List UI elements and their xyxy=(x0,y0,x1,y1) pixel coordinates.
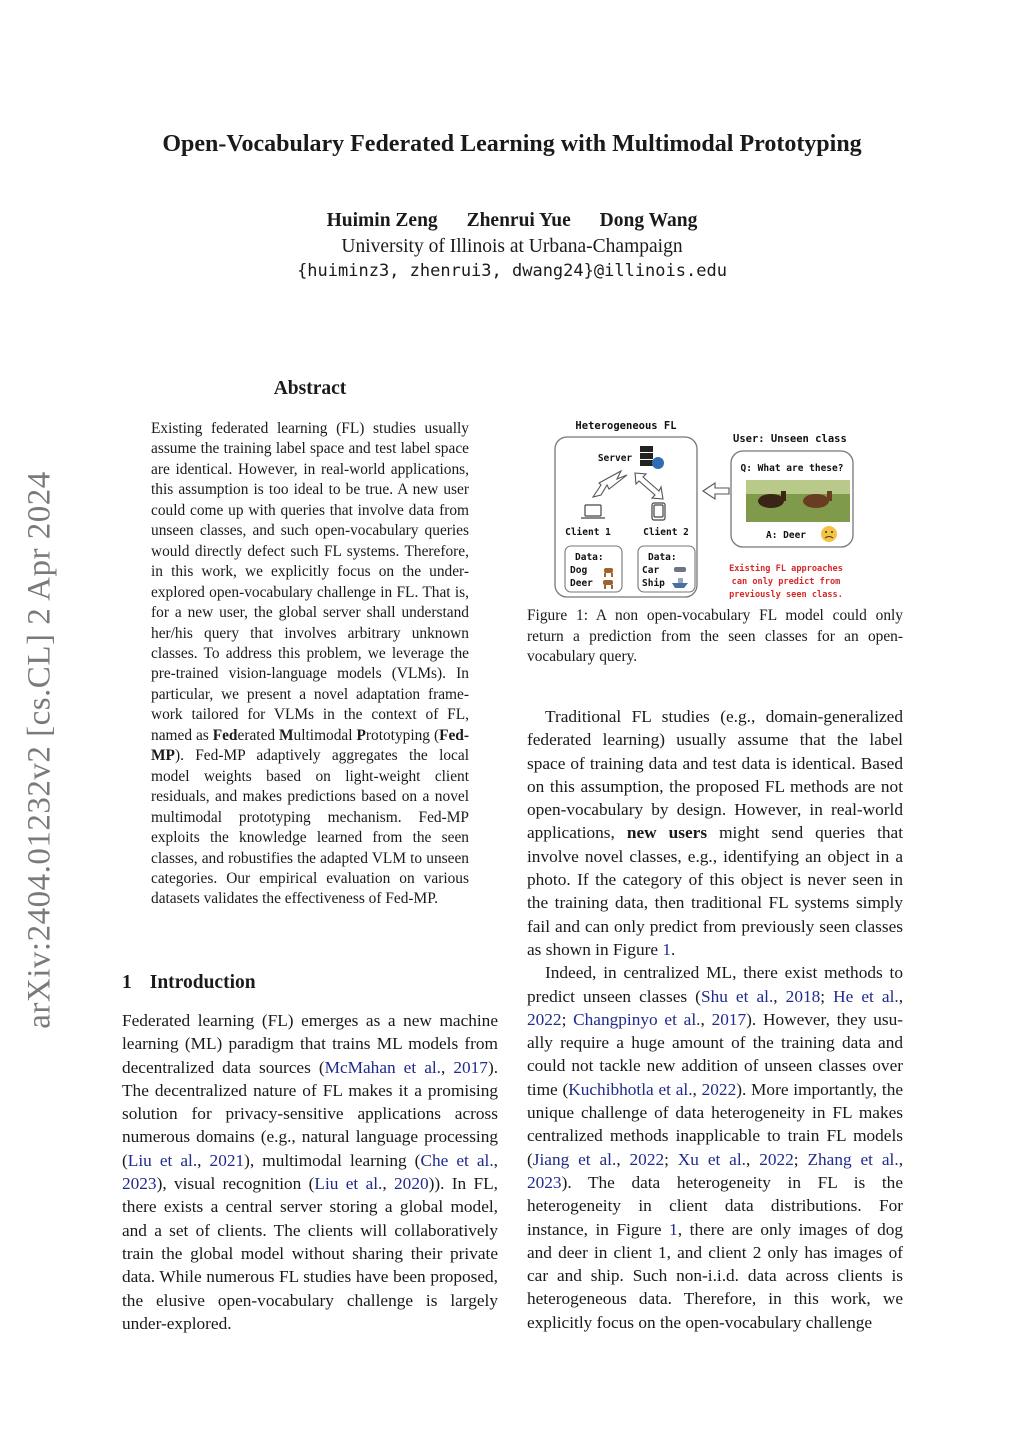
fig-client1-label: Client 1 xyxy=(565,527,611,538)
text: , there are only images of dog and deer in client 1, and client 2 only has images of car and ship. Such non-i.i.d. data across clients is heterogeneous data. Therefore, in this work, we explicitly focus on the open-vocabulary challenge xyxy=(527,1219,903,1332)
citation-link[interactable]: Che et al. xyxy=(420,1150,494,1170)
text: Federated learning (FL) emerges as a new machine learning (ML) paradigm that trains ML models from decentralized data sources ( xyxy=(122,1011,498,1077)
name-text: ( xyxy=(430,726,440,744)
fig-user-title: User: Unseen class xyxy=(733,433,847,445)
citation-link[interactable]: Shu et al. xyxy=(700,986,774,1006)
paper-title: Open-Vocabulary Federated Learning with Multimodal Prototyping xyxy=(162,131,862,157)
text: , xyxy=(898,986,904,1006)
abstract-body xyxy=(151,419,469,910)
text: Indeed, in centralized ML, there exist methods to predict unseen classes ( xyxy=(527,963,903,1006)
text: ), multimodal learning ( xyxy=(244,1150,421,1170)
paragraph xyxy=(527,705,903,961)
fig-question: Q: What are these? xyxy=(740,463,844,474)
sad-face-icon xyxy=(821,526,837,542)
citation-link[interactable]: 2017 xyxy=(453,1057,488,1077)
text: ; xyxy=(820,986,834,1006)
text: , xyxy=(493,1150,498,1170)
citation-link[interactable]: Jiang et al. xyxy=(532,1149,617,1169)
text: , xyxy=(898,1149,904,1169)
text: ). However, they usually require a huge amount of the training data and could not tackle new addition of unseen classes over time ( xyxy=(527,1009,904,1099)
text: ; xyxy=(793,1149,808,1169)
text: , xyxy=(197,1150,210,1170)
citation-link[interactable]: Zhang et al. xyxy=(807,1149,899,1169)
text: , xyxy=(692,1079,702,1099)
affiliation: University of Illinois at Urbana-Champaign xyxy=(341,236,683,257)
citation-link[interactable]: Xu et al. xyxy=(677,1149,746,1169)
abstract-text: ). Fed-MP adaptively aggregates the local model weights based on light-weight client residuals, and makes predictions based on a novel multimodal prototyping mechanism. Fed-MP exploits the knowledge learned from the seen classes, and robustifies the adapted VLM to unseen categories. Our empirical evaluation on various datasets validates the effectiveness of Fed-MP. xyxy=(151,747,469,908)
author-list xyxy=(0,210,1024,232)
author-name: Zhenrui Yue xyxy=(466,210,571,231)
paragraph xyxy=(527,961,903,1334)
figure-1 xyxy=(551,413,871,603)
fig-warning-line: can only predict from xyxy=(731,577,841,587)
fig-data-item: Ship xyxy=(642,578,665,589)
fig-warning-line: previously seen class. xyxy=(729,590,843,600)
fig-warning-line: Existing FL approaches xyxy=(729,564,843,574)
name-text: erated xyxy=(237,726,280,744)
author-emails: {huiminz3, zhenrui3, dwang24}@illinois.edu xyxy=(297,261,727,281)
section-title: Introduction xyxy=(149,972,256,993)
text: ). More importantly, the unique challenge of data heterogeneity in FL makes centralized methods inapplicable to train FL models ( xyxy=(527,1079,904,1169)
citation-link[interactable]: Liu et al. xyxy=(314,1174,383,1194)
citation-link[interactable]: He et al. xyxy=(833,986,899,1006)
figure-ref-link[interactable]: 1 xyxy=(662,939,672,959)
name-bold: Fed xyxy=(212,726,238,744)
fig-server-label: Server xyxy=(597,453,633,464)
text: , xyxy=(773,986,786,1006)
fig-data-item: Car xyxy=(642,565,660,576)
figure-diagram xyxy=(551,413,871,603)
citation-link[interactable]: 2018 xyxy=(785,986,821,1006)
citation-link[interactable]: 2022 xyxy=(629,1149,665,1169)
text: , xyxy=(700,1009,712,1029)
citation-link[interactable]: 2023 xyxy=(122,1174,157,1194)
fig-group-title: Heterogeneous FL xyxy=(575,420,677,432)
citation-link[interactable]: 2022 xyxy=(527,1009,562,1029)
text: ; xyxy=(664,1149,678,1169)
arxiv-sidebar-id xyxy=(14,460,66,1040)
citation-link[interactable]: 2023 xyxy=(527,1172,562,1192)
bold-text: new users xyxy=(626,823,708,843)
fig-data-item: Dog xyxy=(570,565,588,576)
citation-link[interactable]: 2021 xyxy=(209,1150,245,1170)
section-heading xyxy=(122,972,256,994)
figure-ref-link[interactable]: 1 xyxy=(669,1219,678,1239)
intro-left-column xyxy=(122,1009,498,1335)
fig-client2-label: Client 2 xyxy=(643,527,689,538)
text: ; xyxy=(561,1009,574,1029)
name-bold: M xyxy=(279,726,294,744)
horse-photo xyxy=(746,480,850,522)
fig-answer: A: Deer xyxy=(765,530,807,541)
fig-data-item: Deer xyxy=(570,578,593,589)
citation-link[interactable]: McMahan et al. xyxy=(324,1057,441,1077)
text: Traditional FL studies (e.g., domain-generalized federated learning) usually assume that the label space of training data and test data is identical. Based on this assumption, the proposed FL methods are not open-vocabulary by design. However, in real-world applications, xyxy=(527,707,903,843)
text: . xyxy=(671,939,676,959)
abstract-heading: Abstract xyxy=(273,378,347,399)
left-arrow-icon xyxy=(703,483,729,499)
abstract-text: Existing federated learning (FL) studies usually assume the training label space and test label space are identical. However, in real-world applications, this assumption is too ideal to be true. A new user could come up with queries that involve data from unseen classes, and such open-vocabulary queries would directly defect such FL systems. Therefore, in this work, we explicitly focus on the under-explored open-vocabulary challenge in FL. That is, for a new user, the global server shall understand her/his query that involves arbitrary unknown classes. To address this problem, we leverage the pre-trained vision-language models (VLMs). In particular, we present a novel adaptation framework tailored for VLMs in the context of FL, named as xyxy=(151,420,469,744)
arxiv-id-text: arXiv:2404.01232v2 [cs.CL] 2 Apr 2024 xyxy=(21,471,58,1029)
citation-link[interactable]: 2022 xyxy=(759,1149,794,1169)
method-name-bold: Fed-MP xyxy=(151,726,469,765)
text: , xyxy=(382,1174,395,1194)
citation-link[interactable]: 2022 xyxy=(701,1079,737,1099)
citation-link[interactable]: 2017 xyxy=(711,1009,747,1029)
text: , xyxy=(441,1057,454,1077)
text: ). The data heterogeneity in FL is the heterogeneity in client data distributions. For instance, in Figure xyxy=(527,1172,903,1239)
author-name: Dong Wang xyxy=(599,210,698,231)
fig-data-title: Data: xyxy=(575,552,604,563)
fig-data-title: Data: xyxy=(648,552,677,563)
name-bold: P xyxy=(356,726,366,744)
name-text: rototyping xyxy=(365,726,431,744)
citation-link[interactable]: Changpinyo et al. xyxy=(573,1009,701,1029)
intro-right-column xyxy=(527,705,903,1334)
citation-link[interactable]: Liu et al. xyxy=(127,1150,198,1170)
text: , xyxy=(745,1149,760,1169)
text: might send queries that involve novel classes, e.g., identifying an object in a photo. If the category of this object is never seen in the training data, then traditional FL systems simply fail and can only predict from previously seen classes as shown in Figure xyxy=(527,823,903,959)
text: , xyxy=(616,1149,630,1169)
name-text: ultimodal xyxy=(293,726,357,744)
citation-link[interactable]: 2020 xyxy=(394,1174,429,1194)
author-name: Huimin Zeng xyxy=(326,210,438,231)
section-number: 1 xyxy=(122,972,132,993)
figure-caption: Figure 1: A non open-vocabulary FL model could only return a prediction from the seen classes for an open-vocabulary query. xyxy=(527,607,903,665)
text: )). In FL, there exists a central server storing a global model, and a set of clients. The clients will collaboratively train the global model without sharing their private data. While numerous FL studies have been proposed, the elusive open-vocabulary challenge is largely under-explored. xyxy=(122,1174,498,1333)
citation-link[interactable]: Kuchibhotla et al. xyxy=(568,1079,693,1099)
text: ). The decentralized nature of FL makes it a promising solution for privacy-sensitive applications across numerous domains (e.g., natural language processing ( xyxy=(122,1057,499,1170)
paragraph xyxy=(122,1009,498,1335)
text: ), visual recognition ( xyxy=(156,1174,315,1194)
